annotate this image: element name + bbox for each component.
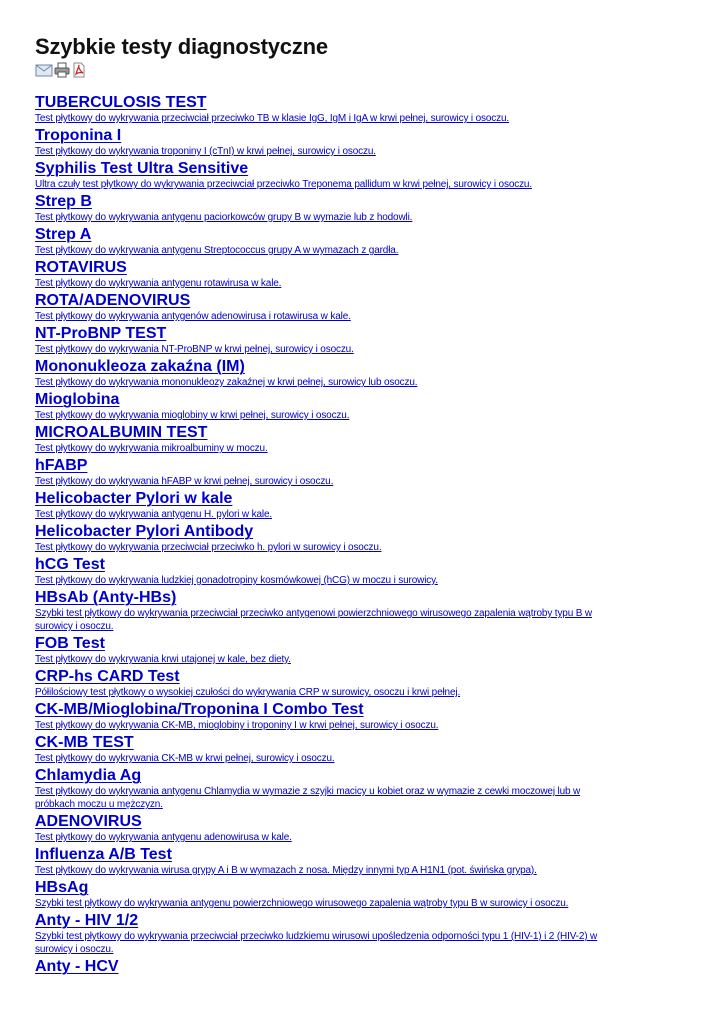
test-description-link[interactable]: Szybki test płytkowy do wykrywania antygenu powierzchniowego wirusowego zapalenia wątroby typu B w surowicy i osoczu. bbox=[35, 898, 569, 909]
share-toolbar bbox=[35, 61, 605, 79]
test-description-link[interactable]: Szybki test płytkowy do wykrywania przeciwciał przeciwko antygenowi powierzchniowego wirusowego zapalenia wątroby typu B w surowicy i osoczu. bbox=[35, 608, 592, 632]
list-item bbox=[35, 912, 605, 956]
list-item bbox=[35, 325, 605, 356]
test-description-link[interactable]: Test płytkowy do wykrywania antygenu Streptococcus grupy A w wymazach z gardła. bbox=[35, 245, 399, 256]
list-item bbox=[35, 94, 605, 125]
test-title-link[interactable]: Chlamydia Ag bbox=[35, 767, 142, 784]
test-description-link[interactable]: Test płytkowy do wykrywania antygenu adenowirusa w kale. bbox=[35, 832, 292, 843]
test-title-link[interactable]: TUBERCULOSIS TEST bbox=[35, 94, 207, 111]
list-item bbox=[35, 767, 605, 811]
test-description-link[interactable]: Test płytkowy do wykrywania mioglobiny w krwi pełnej, surowicy i osoczu. bbox=[35, 410, 350, 421]
document-page bbox=[35, 32, 605, 976]
list-item bbox=[35, 490, 605, 521]
list-item bbox=[35, 127, 605, 158]
test-title-link[interactable]: Syphilis Test Ultra Sensitive bbox=[35, 160, 249, 177]
list-item bbox=[35, 701, 605, 732]
test-title-link[interactable]: hFABP bbox=[35, 457, 88, 474]
list-item bbox=[35, 160, 605, 191]
test-description-link[interactable]: Test płytkowy do wykrywania NT-ProBNP w krwi pełnej, surowicy i osoczu. bbox=[35, 344, 354, 355]
list-item bbox=[35, 292, 605, 323]
test-title-link[interactable]: Helicobacter Pylori w kale bbox=[35, 490, 233, 507]
test-description-link[interactable]: Szybki test płytkowy do wykrywania przeciwciał przeciwko ludzkiemu wirusowi upośledzenia odporności typu 1 (HIV-1) i 2 (HIV-2) w surowicy i osoczu. bbox=[35, 931, 598, 955]
list-item bbox=[35, 846, 605, 877]
test-description-link[interactable]: Test płytkowy do wykrywania przeciwciał przeciwko h. pylori w surowicy i osoczu. bbox=[35, 542, 382, 553]
email-icon[interactable] bbox=[35, 62, 51, 78]
print-icon[interactable] bbox=[53, 62, 69, 78]
list-item bbox=[35, 589, 605, 633]
test-title-link[interactable]: Strep A bbox=[35, 226, 92, 243]
test-description-link[interactable]: Półilościowy test płytkowy o wysokiej czułości do wykrywania CRP w surowicy, osoczu i krwi pełnej. bbox=[35, 687, 461, 698]
list-item bbox=[35, 259, 605, 290]
test-title-link[interactable]: CK-MB TEST bbox=[35, 734, 134, 751]
list-item bbox=[35, 193, 605, 224]
test-description-link[interactable]: Test płytkowy do wykrywania wirusa grypy A i B w wymazach z nosa. Między innymi typ A H1N1 (pot. świńska grypa). bbox=[35, 865, 537, 876]
list-item bbox=[35, 879, 605, 910]
test-title-link[interactable]: Mononukleoza zakaźna (IM) bbox=[35, 358, 245, 375]
test-title-link[interactable]: Helicobacter Pylori Antibody bbox=[35, 523, 254, 540]
test-description-link[interactable]: Test płytkowy do wykrywania troponiny I (cTnI) w krwi pełnej, surowicy i osoczu. bbox=[35, 146, 376, 157]
test-title-link[interactable]: Troponina I bbox=[35, 127, 122, 144]
list-item bbox=[35, 813, 605, 844]
pdf-icon[interactable] bbox=[71, 62, 87, 78]
test-description-link[interactable]: Test płytkowy do wykrywania antygenów adenowirusa i rotawirusa w kale. bbox=[35, 311, 351, 322]
test-title-link[interactable]: ROTA/ADENOVIRUS bbox=[35, 292, 191, 309]
test-title-link[interactable]: NT-ProBNP TEST bbox=[35, 325, 167, 342]
test-title-link[interactable]: Mioglobina bbox=[35, 391, 120, 408]
test-description-link[interactable]: Test płytkowy do wykrywania ludzkiej gonadotropiny kosmówkowej (hCG) w moczu i surowicy. bbox=[35, 575, 438, 586]
test-list bbox=[35, 94, 605, 976]
list-item bbox=[35, 226, 605, 257]
test-title-link[interactable]: CRP-hs CARD Test bbox=[35, 668, 180, 685]
list-item bbox=[35, 734, 605, 765]
test-description-link[interactable]: Test płytkowy do wykrywania przeciwciał przeciwko TB w klasie IgG, IgM i IgA w krwi pełnej, surowicy i osoczu. bbox=[35, 113, 510, 124]
list-item bbox=[35, 457, 605, 488]
list-item bbox=[35, 668, 605, 699]
test-description-link[interactable]: Test płytkowy do wykrywania CK-MB, mioglobiny i troponiny I w krwi pełnej, surowicy i osoczu. bbox=[35, 720, 439, 731]
test-title-link[interactable]: FOB Test bbox=[35, 635, 105, 652]
test-description-link[interactable]: Test płytkowy do wykrywania antygenu H. pylori w kale. bbox=[35, 509, 273, 520]
list-item bbox=[35, 424, 605, 455]
list-item bbox=[35, 556, 605, 587]
test-title-link[interactable]: ADENOVIRUS bbox=[35, 813, 142, 830]
test-title-link[interactable]: HBsAg bbox=[35, 879, 89, 896]
test-description-link[interactable]: Test płytkowy do wykrywania hFABP w krwi pełnej, surowicy i osoczu. bbox=[35, 476, 334, 487]
test-description-link[interactable]: Test płytkowy do wykrywania antygenu rotawirusa w kale. bbox=[35, 278, 282, 289]
test-title-link[interactable]: MICROALBUMIN TEST bbox=[35, 424, 208, 441]
test-title-link[interactable]: CK-MB/Mioglobina/Troponina I Combo Test bbox=[35, 701, 364, 718]
test-title-link[interactable]: Influenza A/B Test bbox=[35, 846, 172, 863]
test-title-link[interactable]: HBsAb (Anty-HBs) bbox=[35, 589, 177, 606]
list-item bbox=[35, 958, 605, 976]
page-title: Szybkie testy diagnostyczne bbox=[35, 34, 328, 59]
list-item bbox=[35, 391, 605, 422]
test-title-link[interactable]: ROTAVIRUS bbox=[35, 259, 127, 276]
test-description-link[interactable]: Test płytkowy do wykrywania mononukleozy zakaźnej w krwi pełnej, surowicy lub osoczu. bbox=[35, 377, 418, 388]
test-description-link[interactable]: Test płytkowy do wykrywania CK-MB w krwi pełnej, surowicy i osoczu. bbox=[35, 753, 335, 764]
list-item bbox=[35, 358, 605, 389]
test-description-link[interactable]: Test płytkowy do wykrywania mikroalbuminy w moczu. bbox=[35, 443, 268, 454]
test-title-link[interactable]: hCG Test bbox=[35, 556, 105, 573]
list-item bbox=[35, 635, 605, 666]
test-description-link[interactable]: Test płytkowy do wykrywania antygenu Chlamydia w wymazie z szyjki macicy u kobiet oraz w wymazie z cewki moczowej lub w próbkach moczu u mężczyzn. bbox=[35, 786, 581, 810]
test-title-link[interactable]: Strep B bbox=[35, 193, 92, 210]
list-item bbox=[35, 523, 605, 554]
test-description-link[interactable]: Test płytkowy do wykrywania antygenu paciorkowców grupy B w wymazie lub z hodowli. bbox=[35, 212, 413, 223]
test-description-link[interactable]: Test płytkowy do wykrywania krwi utajonej w kale, bez diety. bbox=[35, 654, 291, 665]
test-title-link[interactable]: Anty - HCV bbox=[35, 958, 119, 975]
test-title-link[interactable]: Anty - HIV 1/2 bbox=[35, 912, 139, 929]
test-description-link[interactable]: Ultra czuły test płytkowy do wykrywania przeciwciał przeciwko Treponema pallidum w krwi pełnej, surowicy i osoczu. bbox=[35, 179, 532, 190]
